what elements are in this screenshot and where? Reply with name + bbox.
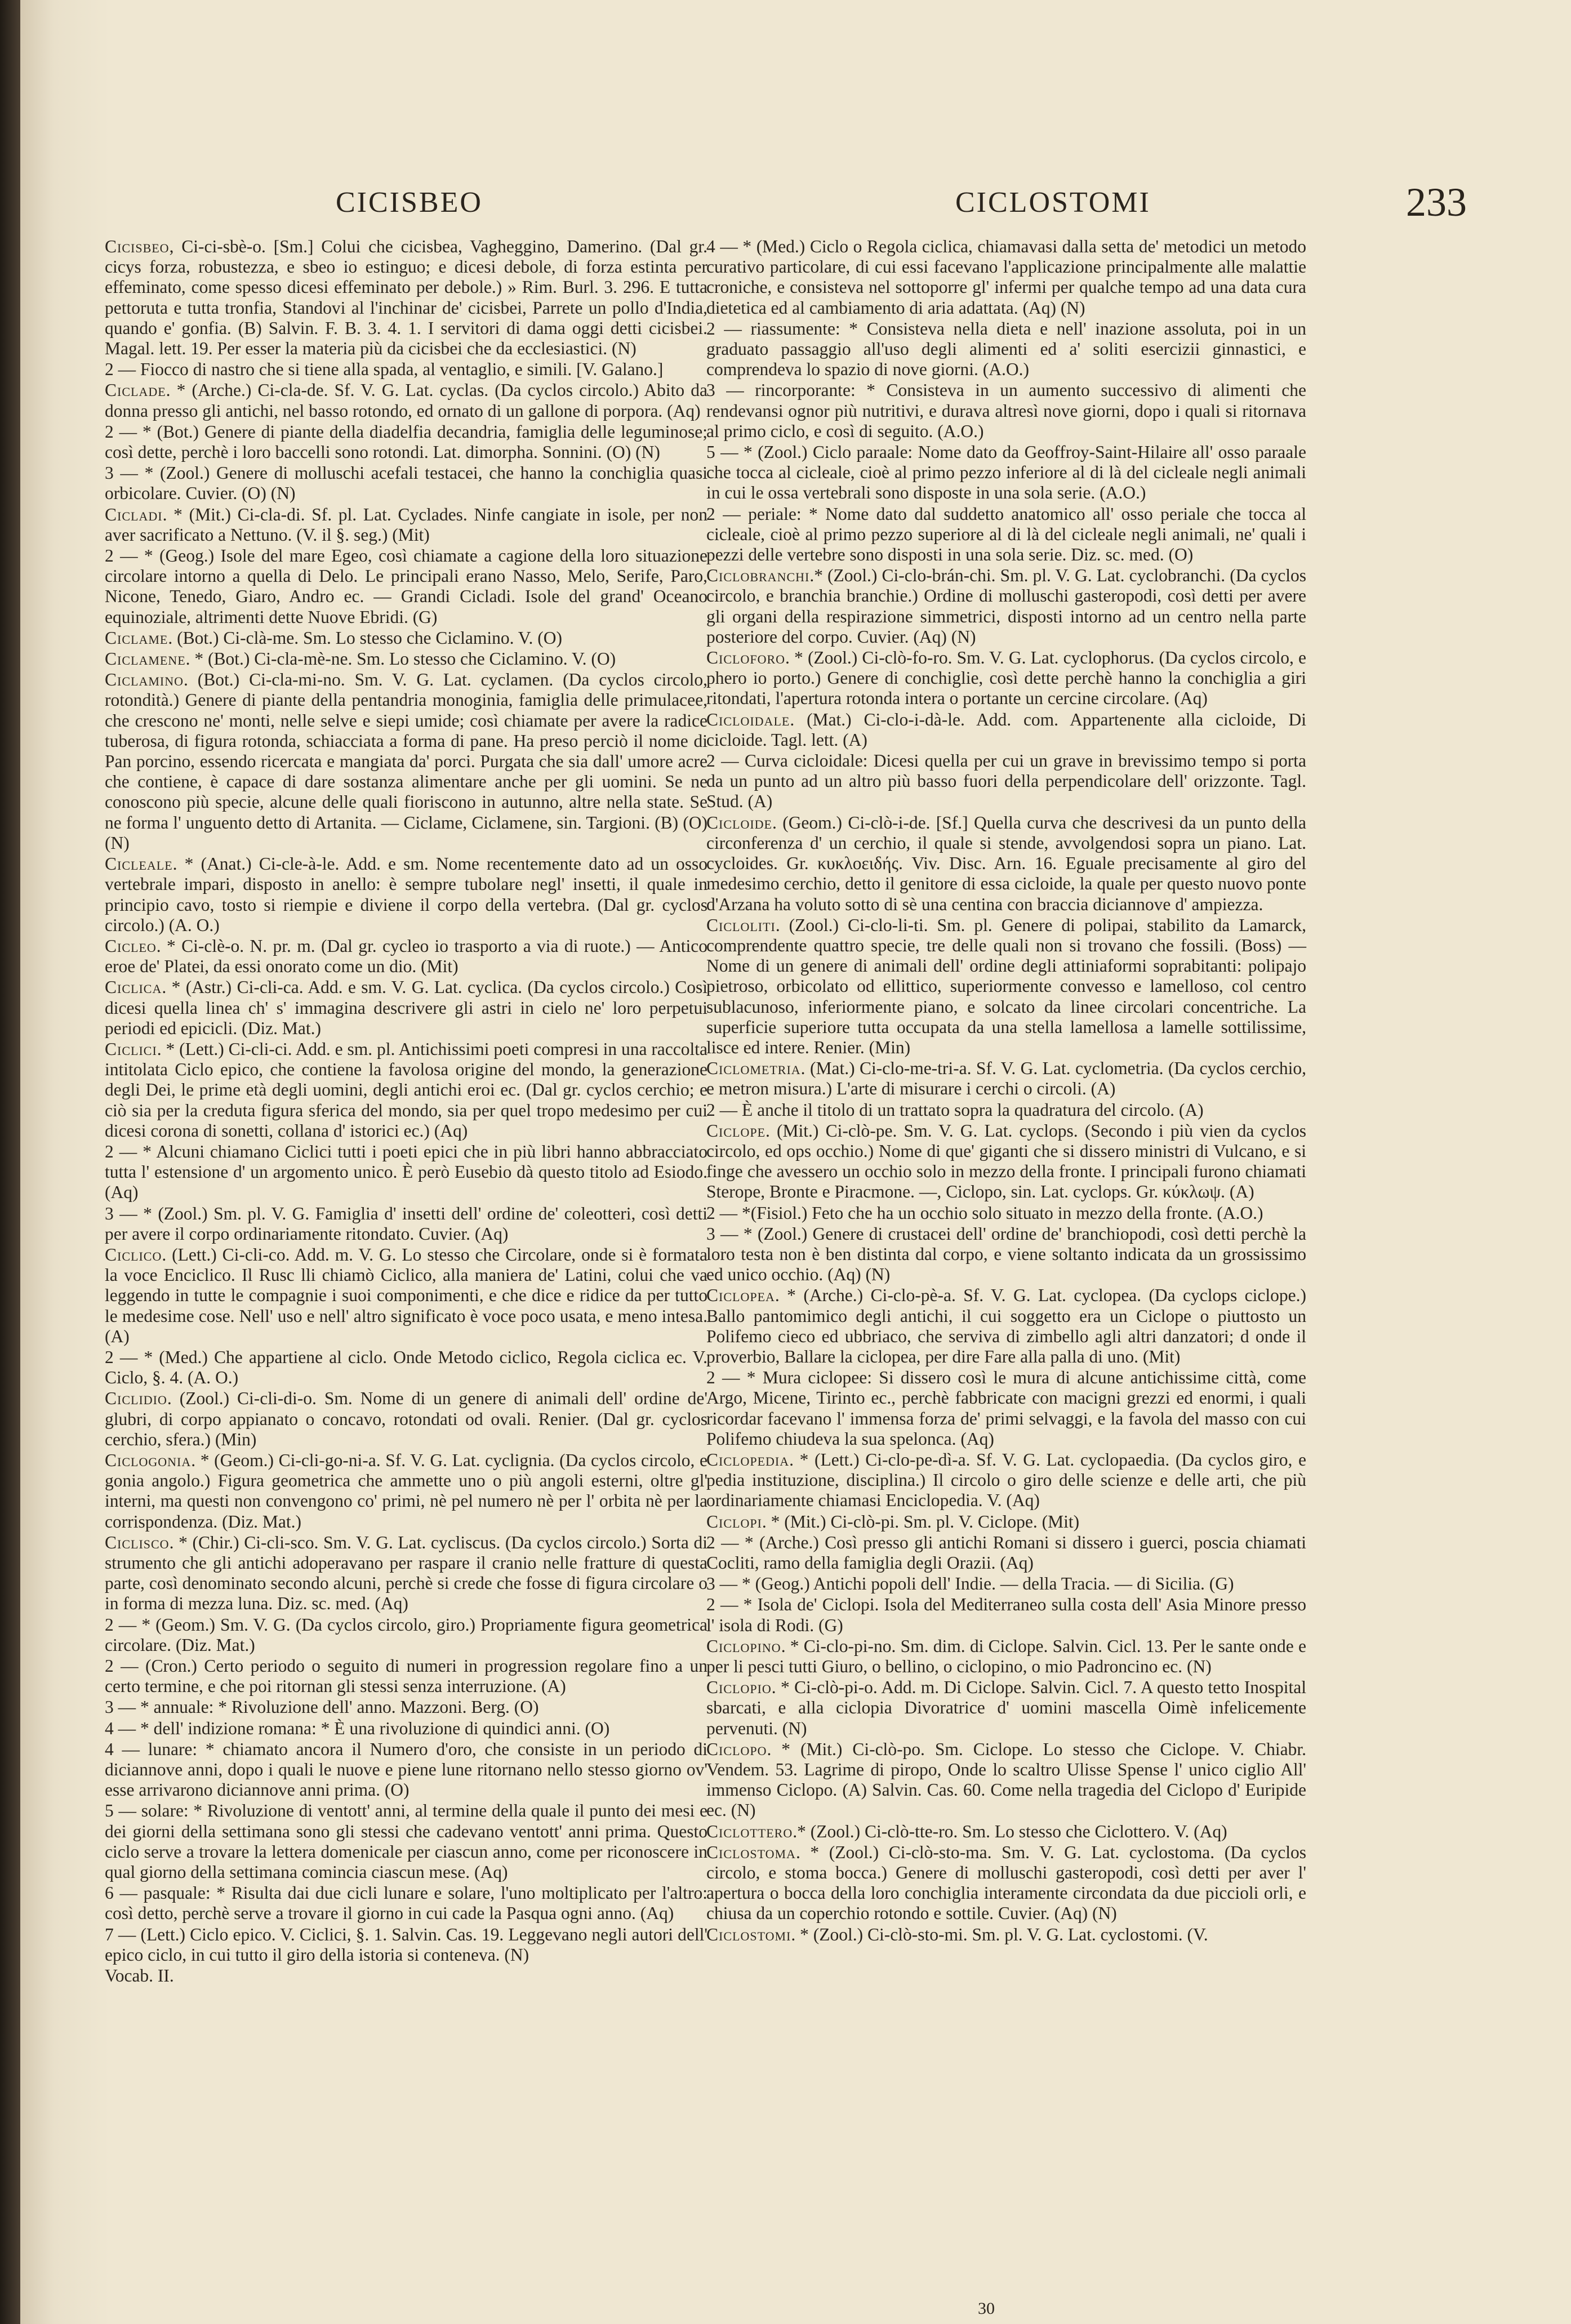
entry-text: Vocab. II. (105, 1966, 174, 1986)
entry-text: . * (Mit.) Ci-cla-di. Sf. pl. Lat. Cyclades. Ninfe cangiate in isole, per non aver sacrificato a Nettuno. (V. il §. seg.) (Mit) (105, 504, 707, 545)
dictionary-page (20, 0, 1571, 2324)
dictionary-entry (105, 1966, 707, 1986)
entry-text: 3 — * (Geog.) Antichi popoli dell' Indie. — della Tracia. — di Sicilia. (G) (706, 1574, 1234, 1594)
dictionary-entry (706, 1595, 1306, 1635)
dictionary-entry (105, 1883, 707, 1924)
entry-text: . (Geom.) Ci-clò-i-de. [Sf.] Quella curva che descrivesi da un punto della circonferenza d' un cerchio, il quale si stende, avvolgendosi sopra un piano. Lat. cycloides. Gr. κυκλοειδής. Viv. Disc. Arn. 16. Eguale precisamente al giro del medesimo cerchio, detto il genitore di essa cicloide, la quale per questo nuovo ponte d'Arzana ha voluto sotto di sè una centina con braccia diciannove d' ampiezza. (706, 812, 1306, 914)
dictionary-entry (105, 505, 707, 545)
entry-text: 2 — *(Fisiol.) Feto che ha un occhio solo situato in mezzo della fronte. (A.O.) (706, 1203, 1263, 1223)
entry-text: 3 — * (Zool.) Sm. pl. V. G. Famiglia d' insetti dell' ordine de' coleotteri, così detti per avere il corpo ordinariamente ritondato. Cuvier. (Aq) (105, 1203, 707, 1244)
entry-text: 2 — * (Bot.) Genere di piante della diadelfia decandria, famiglia delle leguminose; così dette, perchè i loro baccelli sono rotondi. Lat. dimorpha. Sonnini. (O) (N) (105, 421, 707, 462)
entry-text: . * (Astr.) Ci-cli-ca. Add. e sm. V. G. Lat. cyclica. (Da cyclos circolo.) Così dicesi quella linea ch' s' immagina descrivere gli astri in cielo ne' loro perpetui periodi ed epicicli. (Diz. Mat.) (105, 977, 707, 1038)
entry-text: . * (Zool.) Ci-clò-fo-ro. Sm. V. G. Lat. cyclophorus. (Da cyclos circolo, e phero io porto.) Genere di conchiglie, così dette perchè hanno la conchiglia a giri ritondati, l'apertura rotonda intera o portante un cercine circolare. (Aq) (706, 648, 1306, 709)
entry-text: 3 — * annuale: * Rivoluzione dell' anno. Mazzoni. Berg. (O) (105, 1697, 539, 1717)
entry-text: 4 — * dell' indizione romana: * È una rivoluzione di quindici anni. (O) (105, 1718, 610, 1738)
dictionary-entry (105, 1739, 707, 1801)
dictionary-entry (105, 237, 707, 359)
entry-headword: Cicloforo (706, 648, 786, 668)
dictionary-entry (105, 1388, 707, 1450)
entry-text: 2 — * (Arche.) Così presso gli antichi Romani si dissero i guerci, poscia chiamati Coclitі, ramo della famiglia degli Orazii. (Aq) (706, 1532, 1306, 1573)
entry-headword: Ciclopo (706, 1739, 767, 1759)
entry-headword: Ciclidio (105, 1388, 167, 1409)
entry-text: . * (Anat.) Ci-cle-à-le. Add. e sm. Nome recentemente dato ad un osso vertebrale impari, disposto in anello: è sempre tubolare negl' insetti, il quale in principio cavo, tosto si riempie e diviene il corpo della vertebra. (Dal gr. cyclos circolo.) (A. O.) (105, 854, 707, 935)
entry-headword: Cicleo (105, 936, 157, 956)
dictionary-entry (706, 1533, 1306, 1573)
entry-text: .* (Zool.) Ci-clo-brán-chi. Sm. pl. V. G. Lat. cyclobranchi. (Da cyclos circolo, e branchia branchie.) Ordine di molluschi gasteropodi, così detti per avere gli organi della respirazione simmetrici, disposti intorno ad un centro nella parte posteriore del corpo. Cuvier. (Aq) (N) (706, 566, 1306, 647)
entry-headword: Ciclamene (105, 649, 186, 669)
dictionary-entry (706, 1100, 1306, 1120)
entry-headword: Ciclade (105, 380, 166, 400)
entry-text: . * (Arche.) Ci-cla-de. Sf. V. G. Lat. cyclas. (Da cyclos circolo.) Abito da donna presso gli antichi, nel basso rotondo, ed ornato di un gallone di porpora. (Aq) (105, 380, 707, 421)
entry-text: 2 — * (Geog.) Isole del mare Egeo, così chiamate a cagione della loro situazione circolare intorno a quella di Delo. Le principali erano Nasso, Melo, Serife, Paro, Nicone, Tenedo, Giaro, Andro ec. — Grandi Cicladi. Isole del grand' Oceano equinoziale, altrimenti dette Nuove Ebridi. (G) (105, 546, 707, 627)
entry-headword: Ciclometria (706, 1058, 801, 1079)
dictionary-entry (105, 936, 707, 977)
entry-text: . * (Arche.) Ci-clo-pè-a. Sf. V. G. Lat. cyclopea. (Da cyclops ciclope.) Ballo pantomimico degli antichi, il cui soggetto era un Ciclope o piuttosto un Polifemo cieco ed ubbriaco, che serviva di zimbello agli altri danzatori; d onde il proverbio, Ballare la ciclopea, per dire Fare alla palla di uno. (Mit) (706, 1285, 1306, 1366)
book-spine (0, 0, 20, 2324)
entry-text: . (Zool.) Ci-clo-li-ti. Sm. pl. Genere di polipai, stabilito da Lamarck, comprendente quattro specie, tre delle quali non si trovano che fossili. (Boss) — Nome di un genere di animali dell' ordine degli attiniaformi soprabitanti: polipajo pietroso, orbicolato od ellittico, superiormente convesso e lamelloso, col centro sublacunoso, inferiormente piano, e solcato da linee circolari concentriche. La superficie superiore tutta occupata da una stella lamellosa a lamelle sottilissime, lisce ed intere. Renier. (Min) (706, 915, 1306, 1057)
dictionary-entry (105, 380, 707, 421)
dictionary-entry (105, 1347, 707, 1388)
dictionary-entry (706, 1203, 1306, 1223)
dictionary-entry (706, 319, 1306, 380)
entry-text: 2 — periale: * Nome dato dal suddetto anatomico all' osso periale che tocca al cicleale, cioè al primo pezzo superiore al di là del cicleale negli animali, ne' quali i pezzi delle vertebre sono disposti in una sola serie. Diz. sc. med. (O) (706, 504, 1306, 565)
dictionary-entry (105, 1204, 707, 1244)
entry-text: 2 — (Cron.) Certo periodo o seguito di numeri in progression regolare fino a un certo termine, e che poi ritornan gli stessi senza interruzione. (A) (105, 1656, 707, 1697)
dictionary-entry (706, 1450, 1306, 1511)
entry-text: 3 — * (Zool.) Genere di molluschi acefali testacei, che hanno la conchiglia quasi orbicolare. Cuvier. (O) (N) (105, 463, 707, 504)
dictionary-entry (105, 628, 707, 648)
dictionary-entry (706, 566, 1306, 647)
dictionary-entry (105, 1142, 707, 1203)
entry-text: . * (Geom.) Ci-cli-go-ni-a. Sf. V. G. Lat. cyclignia. (Da cyclos circolo, e gonia angolo.) Figura geometrica che ammette uno o più angoli esterni, oltre gl' interni, ma questi non convengono co' primi, nè pel numero nè per l' orbita nè per la corrispondenza. (Diz. Mat.) (105, 1450, 707, 1531)
dictionary-entry (706, 504, 1306, 566)
entry-text: 2 — riassumente: * Consisteva nella dieta e nell' inazione assoluta, poi in un graduato passaggio all'uso degli alimenti ed a' soliti esercizii ginnastici, e comprendeva lo spazio di nove giorni. (A.O.) (706, 318, 1306, 380)
entry-headword: Cicloidale (706, 709, 790, 729)
dictionary-entry (706, 1822, 1306, 1842)
dictionary-entry (105, 546, 707, 627)
entry-text: 2 — * (Geom.) Sm. V. G. (Da cyclos circolo, giro.) Propriamente figura geometrica circolare. (Diz. Mat.) (105, 1614, 707, 1655)
dictionary-entry (706, 1636, 1306, 1677)
dictionary-entry (706, 1574, 1306, 1594)
entry-text: . * (Chir.) Ci-cli-sco. Sm. V. G. Lat. cycliscus. (Da cyclos circolo.) Sorta di strumento che gli antichi adoperavano per raspare il cranio nelle fratture di questa parte, così denominato secondo alcuni, perchè si crede che fosse di figura circolare o in forma di mezza luna. Diz. sc. med. (Aq) (105, 1532, 707, 1614)
right-column (706, 237, 1306, 1945)
entry-text: . (Bot.) Ci-cla-mi-no. Sm. V. G. Lat. cyclamen. (Da cyclos circolo, rotondità.) Genere di piante della pentandria monoginia, famiglia delle primulacee, che crescono ne' monti, nelle selve e siepi umide; così chiamate per avere la radice tuberosa, di figura rotonda, schiacciata a forma di pane. Ha preso perciò il nome di Pan porcino, essendo ricercata e mangiata da' porci. Purgata che sia dall' umore acre che contiene, è capace di dare sostanza alimentare anche per gli uomini. Se ne conoscono più specie, alcune delle quali fioriscono in autunno, altre nella state. Se ne forma l' unguento detto di Artanita. — Ciclame, Ciclamene, sin. Targioni. (B) (O) (N) (105, 670, 707, 853)
entry-text: 2 — È anche il titolo di un trattato sopra la quadratura del circolo. (A) (706, 1099, 1204, 1120)
dictionary-entry (706, 915, 1306, 1058)
entry-headword: Cicisbeo (105, 237, 170, 256)
entry-text: . * (Lett.) Ci-clo-pe-dì-a. Sf. V. G. Lat. cyclopaedia. (Da cyclos giro, e pedia instituzione, disciplina.) Il circolo o giro delle scienze e delle arti, che più ordinariamente chiamasi Enciclopedia. V. (Aq) (706, 1449, 1306, 1511)
entry-headword: Ciclobranchi (706, 566, 810, 586)
dictionary-entry (706, 1677, 1306, 1739)
entry-text: 7 — (Lett.) Ciclo epico. V. Ciclici, §. 1. Salvin. Cas. 19. Leggevano negli autori dell' epico ciclo, in cui tutto il giro della istoria si conteneva. (N) (105, 1924, 707, 1965)
entry-text: , Ci-ci-sbè-o. [Sm.] Colui che cicisbea, Vagheggino, Damerino. (Dal gr. cicys forza, robustezza, e sbeo io estinguo; e dicesi debole, di forza estinta per effeminato, come spesso dicesi effeminato per debole.) » Rim. Burl. 3. 296. E tutta pettoruta e tutta tronfia, Standovi al l'inchinar de' cicisbei, Parrete un pollo d'India, quando e' gonfia. (B) Salvin. F. B. 3. 4. 1. I servitori di dama oggi detti cicisbei. Magal. lett. 19. Per esser la materia più da cicisbei che da ecclesiastici. (N) (105, 237, 707, 359)
entry-text: . * (Mit.) Ci-clò-po. Sm. Ciclope. Lo stesso che Ciclope. V. Chiabr. Vendem. 53. Lagrime di piropo, Onde lo scaltro Ulisse Spense l' unico ciglio All' immenso Ciclopo. (A) Salvin. Cas. 60. Come nella tragedia del Ciclopo d' Euripide ec. (N) (706, 1739, 1306, 1820)
dictionary-entry (105, 359, 707, 380)
dictionary-entry (706, 1512, 1306, 1532)
entry-text: 4 — * (Med.) Ciclo o Regola ciclica, chiamavasi dalla setta de' metodici un metodo curativo particolare, di cui essi facevano l'applicazione principalmente alle malattie croniche, e consisteva nel sottoporre gl' infermi per qualche tempo ad una data cura dietetica ed al cambiamento di aria adattata. (Aq) (N) (706, 237, 1306, 318)
dictionary-entry (105, 1925, 707, 1965)
entry-headword: Ciclope (706, 1120, 766, 1141)
left-running-head: CICISBEO (336, 186, 483, 219)
entry-text: 5 — solare: * Rivoluzione di ventott' anni, al termine della quale il punto dei mesi e dei giorni della settimana sono gli stessi che cadevano ventott' anni prima. Questo ciclo serve a trovare la lettera domenicale per ciascun anno, come per riconoscere in qual giorno della settimana comincia ciascun mese. (Aq) (105, 1801, 707, 1882)
entry-headword: Ciclostoma (706, 1842, 796, 1862)
dictionary-entry (706, 1224, 1306, 1285)
dictionary-entry (706, 1842, 1306, 1924)
entry-text: . * (Lett.) Ci-cli-ci. Add. e sm. pl. Antichissimi poeti compresi in una raccolta intitolata Ciclo epico, che contiene la favolosa origine del mondo, la generazione degli Dei, le prime età degli uomini, degli antichi eroi ec. (Dal gr. cyclos cerchio; e ciò sia per la credutа figura sferica del mondo, sia per quel tropo medesimo per cui dicesi corona di sonetti, collana d' istorici ec.) (Aq) (105, 1039, 707, 1141)
entry-headword: Ciclostomi (706, 1924, 791, 1944)
entry-text: 4 — lunare: * chiamato ancora il Numero d'oro, che consiste in un periodo di diciannove anni, dopo i quali le nuove e piene lune ritornano nello stesso giorno ov' esse arrivarono diciannove anni prima. (O) (105, 1739, 707, 1800)
entry-text: .* (Zool.) Ci-clò-tte-ro. Sm. Lo stesso che Ciclottero. V. (Aq) (793, 1821, 1227, 1841)
entry-headword: Ciclame (105, 627, 168, 648)
dictionary-entry (105, 1615, 707, 1655)
entry-headword: Ciclisco (105, 1532, 170, 1552)
page-number: 233 (1406, 180, 1467, 225)
entry-headword: Ciclici (105, 1039, 157, 1059)
entry-headword: Ciclopea (706, 1285, 775, 1306)
dictionary-entry (706, 1058, 1306, 1099)
dictionary-entry (105, 463, 707, 504)
entry-headword: Cicloliti (706, 915, 776, 935)
dictionary-entry (706, 1739, 1306, 1821)
entry-text: . * Ci-clo-pi-no. Sm. dim. di Ciclope. Salvin. Cicl. 13. Per le sante onde e per li pesci tutti Giuro, o bellino, o ciclopino, o mio Padroncino ec. (N) (706, 1636, 1306, 1677)
entry-headword: Cicloide (706, 812, 772, 832)
entry-text: . (Zool.) Ci-cli-di-o. Sm. Nome di un genere di animali dell' ordine de' glubri, di corpo appianato o concavo, rotondati od ovali. Renier. (Dal gr. cyclos cerchio, sfera.) (Min) (105, 1388, 707, 1449)
dictionary-entry (105, 1656, 707, 1697)
entry-text: . (Lett.) Ci-cli-co. Add. m. V. G. Lo stesso che Circolare, onde si è formata la voce Enciclico. Il Rusc lli chiamò Ciclico, alla maniera de' Latini, colui che va leggendo in tutte le compagnie i suoi componimenti, e che dice e ridice da per tutto le medesime cose. Nell' uso e nell' altro significato è voce poco usata, e meno intesa. (A) (105, 1244, 707, 1346)
dictionary-entry (706, 1368, 1306, 1449)
entry-headword: Cicleale (105, 854, 173, 874)
dictionary-entry (105, 977, 707, 1039)
entry-text: 5 — * (Zool.) Ciclo paraale: Nome dato da Geoffroy-Saint-Hilaire all' osso paraale che tocca al cicleale, cioè al primo pezzo inferiore al di là del cicleale negli animali in cui le ossa vertebrali sono disposte in una sola serie. (A.O.) (706, 442, 1306, 503)
dictionary-entry (105, 1450, 707, 1532)
signature-mark: 30 (978, 2299, 995, 2318)
dictionary-entry (706, 1285, 1306, 1367)
entry-text: . * (Mit.) Ci-clò-pi. Sm. pl. V. Ciclope. (Mit) (762, 1511, 1080, 1531)
entry-headword: Ciclopi (706, 1511, 762, 1531)
dictionary-entry (706, 648, 1306, 709)
entry-text: . (Mit.) Ci-clò-pe. Sm. V. G. Lat. cyclops. (Secondo i più vien da cyclos circolo, ed ops occhio.) Nome di que' giganti che si dissero ministri di Vulcano, e si finge che avessero un occhio solo in mezzo della fronte. I principali furono chiamati Sterope, Bronte e Piracmone. —, Ciclopo, sin. Lat. cyclops. Gr. κύκλωψ. (A) (706, 1120, 1306, 1202)
left-column (105, 237, 707, 1987)
entry-text: 3 — * (Zool.) Genere di crustacei dell' ordine de' branchiopodi, così detti perchè la loro testa non è ben distinta dal corpo, e viene soltanto indicata da un grossissimo ed unico occhio. (Aq) (N) (706, 1223, 1306, 1285)
entry-text: 2 — Curva cicloidale: Dicesi quella per cui un grave in brevissimo tempo si porta da un punto ad un altro più basso fuori della perpendicolare dell' orizzonte. Tagl. Stud. (A) (706, 751, 1306, 812)
dictionary-entry (105, 1718, 707, 1739)
dictionary-entry (105, 1697, 707, 1717)
entry-text: 3 — rincorporante: * Consisteva in un aumento successivo di alimenti che rendevansi ognor più nutritivi, e durava altresì nove giorni, dopo i quali si ritornava al primo ciclo, e così di seguito. (A.O.) (706, 380, 1306, 441)
entry-headword: Cicladi (105, 504, 163, 524)
entry-text: . * Ci-clè-o. N. pr. m. (Dal gr. cycleo io trasporto a via di ruote.) — Antico eroe de' Platei, da essi onorato come un dio. (Mit) (105, 936, 707, 977)
dictionary-entry (105, 1245, 707, 1347)
dictionary-entry (105, 1533, 707, 1614)
entry-headword: Ciclopino (706, 1636, 781, 1656)
entry-headword: Ciclico (105, 1244, 162, 1265)
entry-headword: Ciclogonia (105, 1450, 192, 1470)
entry-text: . (Bot.) Ci-clà-me. Sm. Lo stesso che Ciclamino. V. (O) (168, 627, 562, 648)
dictionary-entry (706, 237, 1306, 318)
entry-text: . (Mat.) Ci-clo-me-tri-a. Sf. V. G. Lat. cyclometria. (Da cyclos cerchio, e metron misura.) L'arte di misurare i cerchi o circoli. (A) (706, 1058, 1306, 1099)
entry-text: . * (Zool.) Ci-clò-sto-mi. Sm. pl. V. G. Lat. cyclostomi. (V. (791, 1924, 1208, 1944)
entry-text: . * (Zool.) Ci-clò-sto-ma. Sm. V. G. Lat. cyclostoma. (Da cyclos circolo, e stoma bocca.) Genere di molluschi gasteropodi, così detti per aver l' apertura o bocca della loro conchiglia interamente circondata da due piccioli orli, e chiusa da un coperchio rotondo e sottile. Cuvier. (Aq) (N) (706, 1842, 1306, 1924)
entry-text: . * (Bot.) Ci-cla-mè-ne. Sm. Lo stesso che Ciclamino. V. (O) (185, 649, 616, 669)
dictionary-entry (706, 442, 1306, 504)
dictionary-entry (105, 1039, 707, 1141)
dictionary-entry (105, 670, 707, 853)
entry-text: 2 — * Isola de' Ciclopi. Isola del Mediterraneo sulla costa dell' Asia Minore presso l' isola di Rodi. (G) (706, 1595, 1306, 1635)
dictionary-entry (706, 1925, 1306, 1945)
dictionary-entry (706, 1121, 1306, 1203)
entry-text: 2 — * Alcuni chiamano Ciclici tutti i poeti epici che in più libri hanno abbracciato tutta l' estensione d' un argomento unico. È però Eusebio dà questo titolo ad Esiodo. (Aq) (105, 1141, 707, 1203)
entry-headword: Ciclamino (105, 670, 184, 690)
entry-text: 2 — * (Med.) Che appartiene al ciclo. Onde Metodo ciclico, Regola ciclica ec. V. Ciclo, §. 4. (A. O.) (105, 1347, 707, 1388)
entry-headword: Ciclopedia (706, 1449, 790, 1470)
entry-headword: Ciclopio (706, 1677, 772, 1698)
dictionary-entry (105, 1801, 707, 1882)
entry-headword: Ciclica (105, 977, 162, 998)
entry-text: 6 — pasquale: * Risulta dai due cicli lunare e solare, l'uno moltiplicato per l'altro: così detto, perchè serve a trovare il giorno in cui cade la Pasqua ogni anno. (Aq) (105, 1883, 707, 1924)
entry-text: . (Mat.) Ci-clo-i-dà-le. Add. com. Appartenente alla cicloide, Di cicloide. Tagl. lett. (A) (706, 709, 1306, 750)
dictionary-entry (105, 649, 707, 669)
right-running-head: CICLOSTOMI (955, 186, 1151, 219)
dictionary-entry (706, 380, 1306, 442)
entry-text: 2 — * Mura ciclopee: Si dissero così le mura di alcune antichissime città, come Argo, Micene, Tirinto ec., perchè fabbricate con macigni grezzi ed enormi, i quali ricordar facevano l' immensa forza de' primi selvaggi, e la favola del masso con cui Polifemo chiudeva la sua spelonca. (Aq) (706, 1368, 1306, 1449)
entry-headword: Ciclottero (706, 1821, 793, 1841)
entry-text: 2 — Fiocco di nastro che si tiene alla spada, al ventaglio, e simili. [V. Galano.] (105, 359, 664, 380)
dictionary-entry (105, 422, 707, 462)
dictionary-entry (706, 710, 1306, 750)
dictionary-entry (706, 751, 1306, 812)
running-head (20, 180, 1571, 231)
dictionary-entry (706, 813, 1306, 915)
entry-text: . * Ci-clò-pi-o. Add. m. Di Ciclope. Salvin. Cicl. 7. A questo tetto Inospital sbarcati, e alla ciclopia Divoratrice d' uomini mascella Oimè infelicemente pervenuti. (N) (706, 1677, 1306, 1738)
dictionary-entry (105, 854, 707, 936)
